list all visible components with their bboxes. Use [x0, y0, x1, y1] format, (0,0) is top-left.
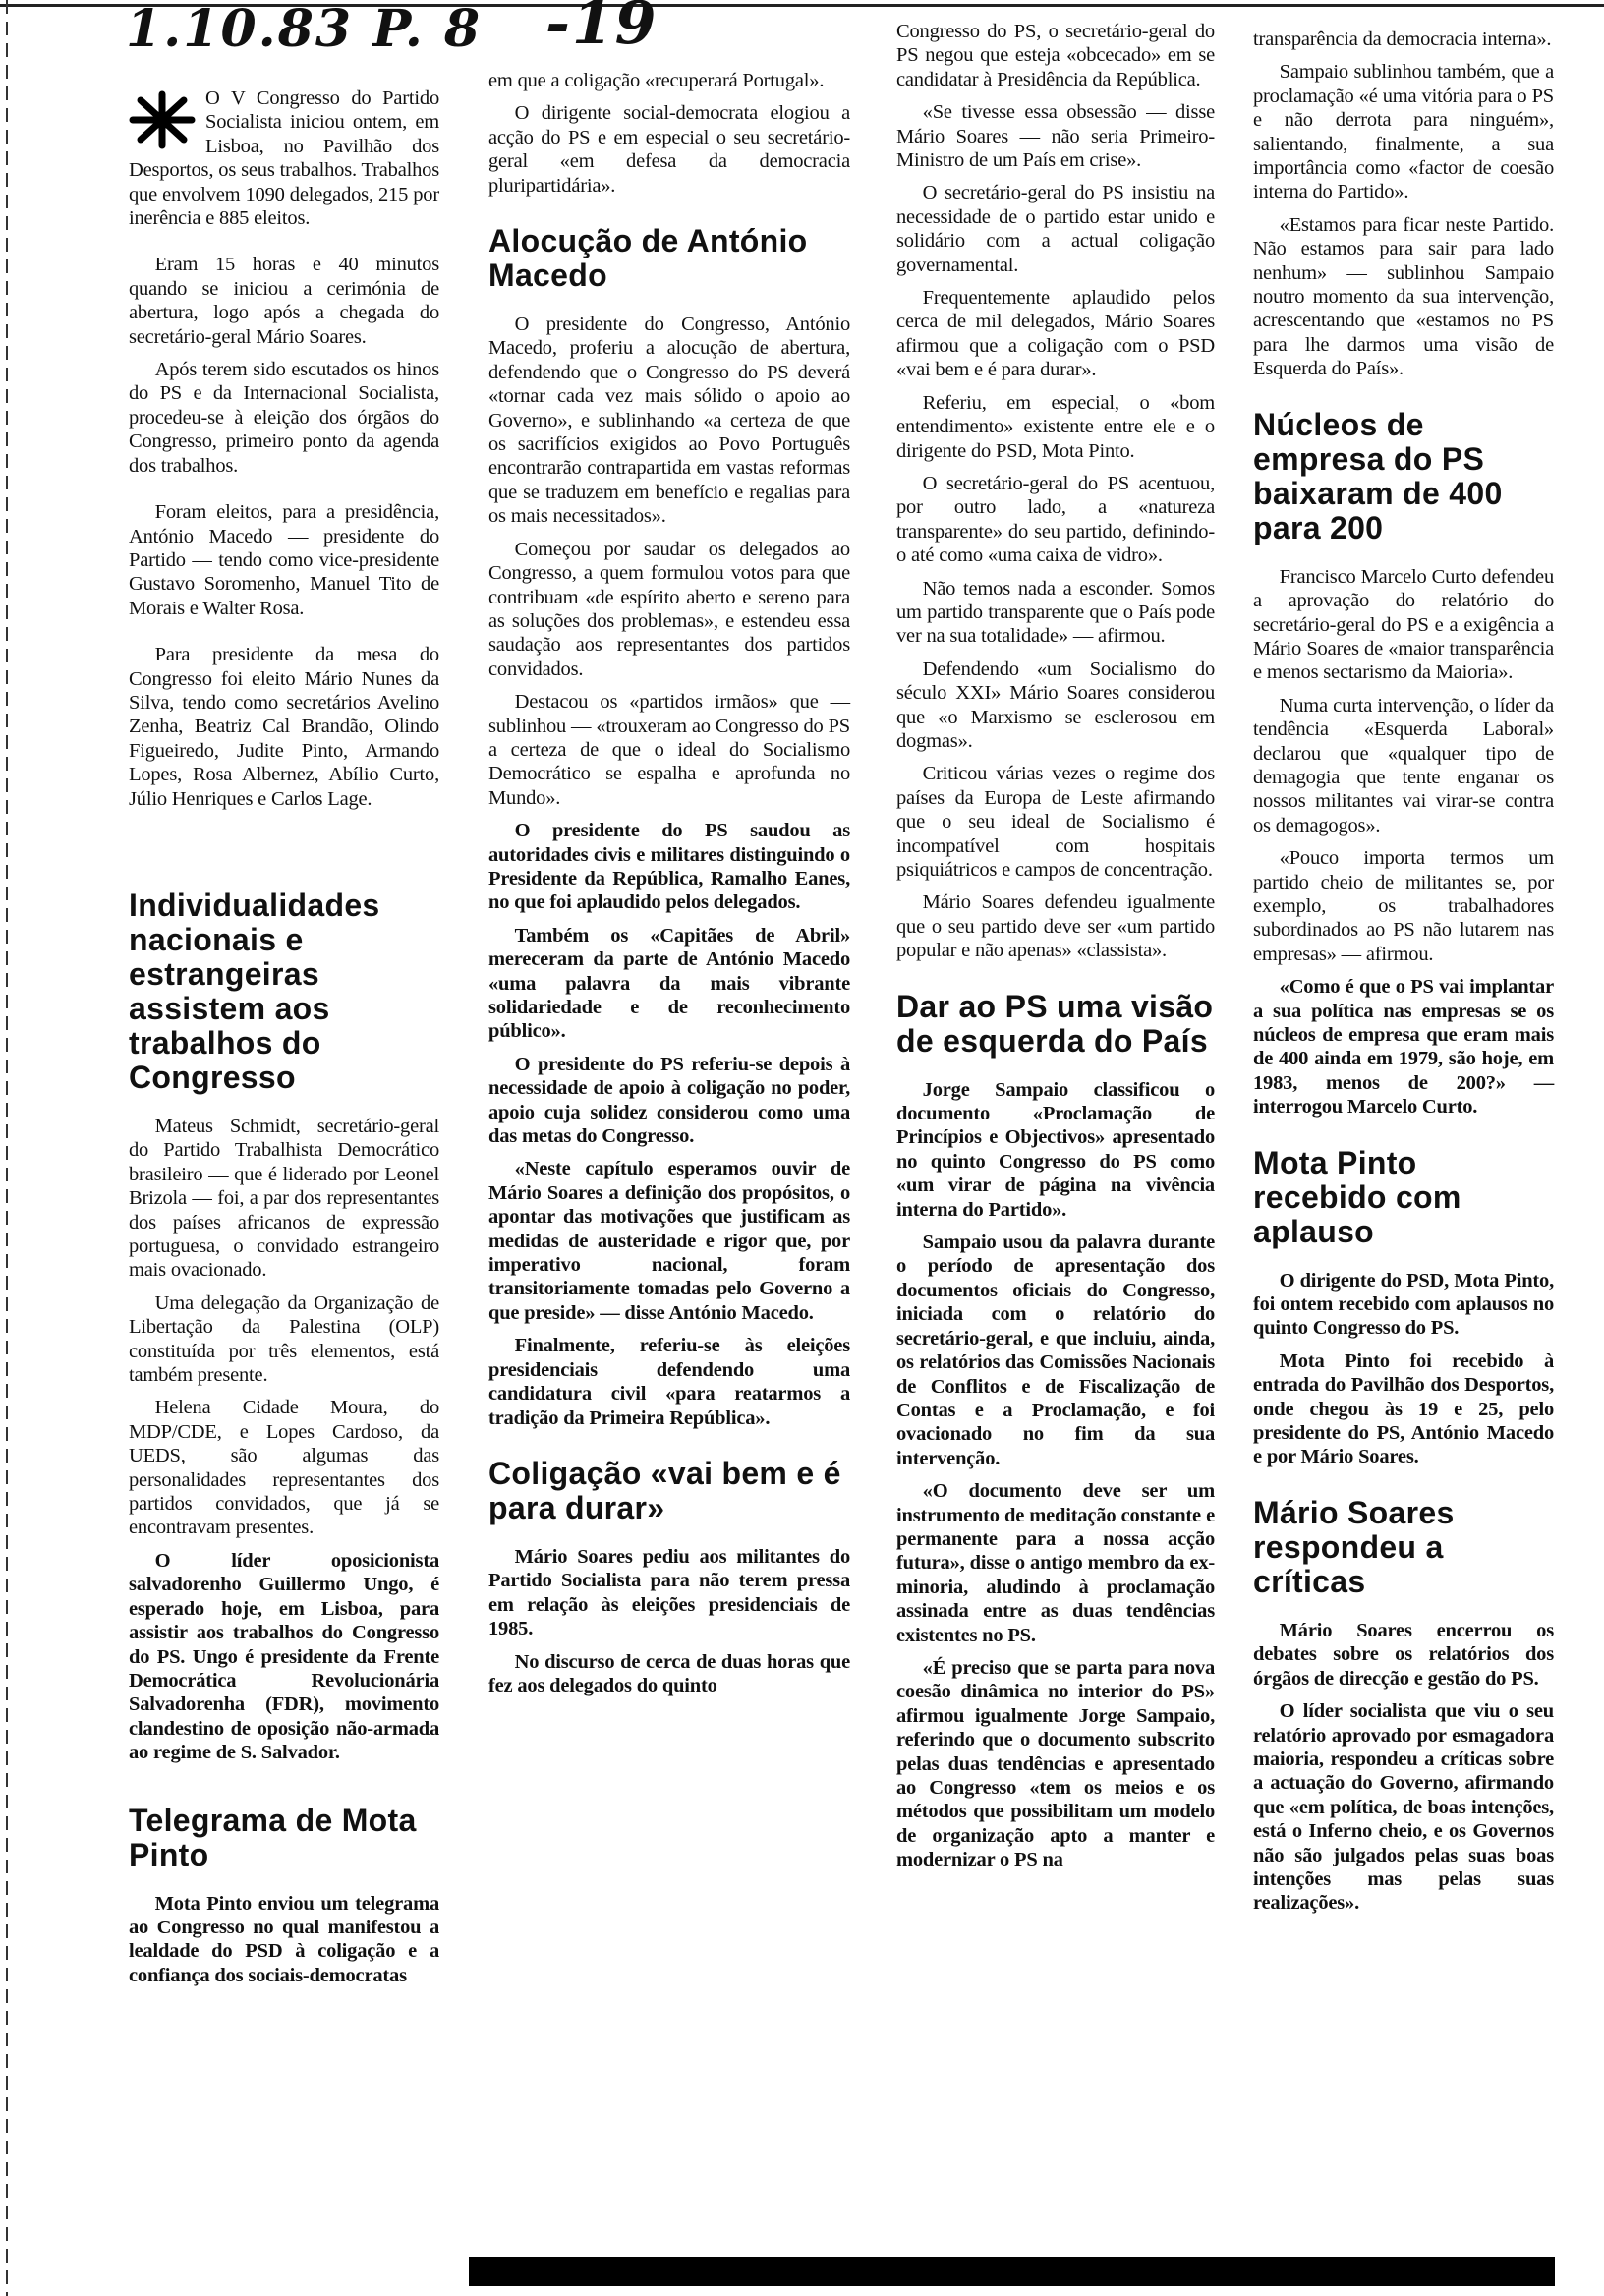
section-heading: Alocução de António Macedo: [488, 223, 808, 294]
paragraph: «Estamos para ficar neste Partido. Não estamos para sair para lado nenhum» — sublinhou Sampaio noutro momento da sua intervenção, acrescentando que «estamos no PS para lhe darmos uma visão de Esquerda do País».: [1253, 213, 1554, 380]
paragraph: Para presidente da mesa do Congresso foi eleito Mário Nunes da Silva, tendo como secretários Avelino Zenha, Beatriz Cal Brandão, Olindo Figueiredo, Judite Pinto, Armando Lopes, Rosa Albernez, Abílio Curto, Júlio Henriques e Carlos Lage.: [129, 644, 439, 810]
scan-edge-line: [6, 0, 8, 2296]
paragraph: Sampaio sublinhou também, que a proclamação «é uma vitória para o PS e não derrota para ninguém», salientando, finalmente, a sua importância como «factor de coesão interna do Partido».: [1253, 61, 1554, 203]
section-heading: Mota Pinto recebido com aplauso: [1253, 1144, 1461, 1249]
paragraph: Sampaio usou da palavra durante o período de apresentação dos documentos oficiais do Congresso, iniciada com o relatório do secretário-geral, e que incluiu, ainda, os relatórios das Comissões Nacionais de Conflitos e de Fiscalização de Contas e a Proclamação, e foi ovacionado no fim da sua intervenção.: [896, 1232, 1215, 1469]
paragraph: Defendendo «um Socialismo do século XXI» Mário Soares considerou que «o Marxismo se esclerosou em dogmas».: [896, 658, 1215, 752]
paragraph: O dirigente do PSD, Mota Pinto, foi ontem recebido com aplausos no quinto Congresso do PS.: [1253, 1269, 1554, 1340]
paragraph: Mário Soares defendeu igualmente que o seu partido deve ser «um partido popular e não apenas» «classista».: [896, 891, 1215, 962]
paragraph: Frequentemente aplaudido pelos cerca de mil delegados, Mário Soares afirmou que a coligação com o PSD «vai bem e é para durar».: [896, 287, 1215, 381]
paragraph: Uma delegação da Organização de Libertação da Palestina (OLP) constituída por três elementos, está também presente.: [129, 1292, 439, 1387]
column-3: [896, 0, 1215, 1881]
paragraph: em que a coligação «recuperará Portugal».: [488, 70, 825, 91]
paragraph: Começou por saudar os delegados ao Congresso, a quem formulou votos para que contribuam «de espírito aberto e sereno para as soluções dos problemas», e estendeu essa saudação aos representantes dos partidos convidados.: [488, 538, 850, 680]
article-intro-paragraph: O V Congresso do Partido Socialista iniciou ontem, em Lisboa, no Pavilhão dos Desportos, os seus trabalhos. Trabalhos que envolvem 1090 delegados, 215 por inerência e 885 eleitos.: [129, 87, 439, 230]
column-2: [488, 0, 850, 1706]
paragraph: O dirigente social-democrata elogiou a acção do PS e em especial o seu secretário-geral «em defesa da democracia pluripartidária».: [488, 102, 850, 197]
paragraph: Numa curta intervenção, o líder da tendência «Esquerda Laboral» declarou que «qualquer tipo de demagogia que tente enganar os nossos militantes vai virar-se contra os demagogos».: [1253, 694, 1554, 836]
section-heading: Dar ao PS uma visão de esquerda do País: [896, 988, 1214, 1059]
paragraph: «Pouco importa termos um partido cheio de militantes se, por exemplo, os trabalhadores subordinados ao PS não lutarem nas empresas» — afirmou.: [1253, 847, 1554, 965]
paragraph: Também os «Capitães de Abril» mereceram da parte de António Macedo «uma palavra da mais vibrante solidariedade e de reconhecimento público».: [488, 924, 850, 1043]
handwritten-page-note: -19: [545, 0, 659, 58]
column-1: [129, 0, 439, 1996]
paragraph: Francisco Marcelo Curto defendeu a aprovação do relatório do secretário-geral do PS e a exigência a Mário Soares de «maior transparência e menos sectarismo da Maioria».: [1253, 565, 1554, 684]
paragraph: O secretário-geral do PS acentuou, por outro lado, a «natureza transparente» do seu partido, definindo-o até como «uma caixa de vidro».: [896, 472, 1215, 567]
paragraph: Criticou várias vezes o regime dos países da Europa de Leste afirmando que o seu ideal de Socialismo é incompatível com hospitais psiquiátricos e campos de concentração.: [896, 763, 1215, 881]
paragraph: «Neste capítulo esperamos ouvir de Mário Soares a definição dos propósitos, o apontar das motivações que justificam as medidas de austeridade e rigor que, por imperativo nacional, foram transitoriamente tomadas pelo Governo a que preside» — disse António Macedo.: [488, 1158, 850, 1324]
handwritten-date-note: 1.10.83 P. 8: [126, 0, 483, 59]
paragraph: «Se tivesse essa obsessão — disse Mário Soares — não seria Primeiro-Ministro de um País em crise».: [896, 101, 1215, 172]
paragraph: «O documento deve ser um instrumento de meditação constante e permanente para a nossa acção futura», disse o antigo membro da ex-minoria, aludindo à proclamação assinada entre as duas tendências existentes no PS.: [896, 1480, 1215, 1646]
paragraph: O presidente do PS saudou as autoridades civis e militares distinguindo o Presidente da República, Ramalho Eanes, no que foi aplaudido pelos delegados.: [488, 820, 850, 914]
paragraph: O presidente do PS referiu-se depois à necessidade de apoio à coligação no poder, apoio cuja solidez considerou como uma das metas do Congresso.: [488, 1053, 850, 1148]
section-heading: Telegrama de Mota Pinto: [129, 1802, 417, 1872]
paragraph: Foram eleitos, para a presidência, António Macedo — presidente do Partido — tendo como vice-presidente Gustavo Soromenho, Manuel Tito de Morais e Walter Rosa.: [129, 501, 439, 619]
section-heading: Mário Soares respondeu a críticas: [1253, 1494, 1455, 1599]
paragraph: O líder oposicionista salvadorenho Guillermo Ungo, é esperado hoje, em Lisboa, para assistir aos trabalhos do Congresso do PS. Ungo é presidente da Frente Democrática Revolucionária Salvadorenha (FDR), movimento clandestino de oposição não-armada ao regime de S. Salvador.: [129, 1549, 439, 1764]
paragraph: Mateus Schmidt, secretário-geral do Partido Trabalhista Democrático brasileiro — que é liderado por Leonel Brizola — foi, a par dos representantes dos países africanos de expressão portuguesa, o convidado estrangeiro mais ovacionado.: [129, 1115, 439, 1282]
section-heading: Coligação «vai bem e é para durar»: [488, 1455, 841, 1525]
column-4: [1253, 0, 1554, 1924]
section-heading: Núcleos de empresa do PS baixaram de 400 para 200: [1253, 406, 1503, 545]
paragraph: Jorge Sampaio classificou o documento «Proclamação de Princípios e Objectivos» apresentado no quinto Congresso do PS como «um virar de página na vivência interna do Partido».: [896, 1078, 1215, 1221]
paragraph: Mário Soares encerrou os debates sobre os relatórios dos órgãos de direcção e gestão do PS.: [1253, 1619, 1554, 1690]
bottom-black-rule: [469, 2257, 1555, 2286]
paragraph: Congresso do PS, o secretário-geral do PS negou que esteja «obcecado» em se candidatar à Presidência da República.: [896, 21, 1215, 90]
paragraph: Finalmente, referiu-se às eleições presidenciais defendendo uma candidatura civil «para reatarmos a tradição da Primeira República».: [488, 1335, 850, 1429]
paragraph: Mota Pinto foi recebido à entrada do Pavilhão dos Desportos, onde chegou às 19 e 25, pelo presidente do PS, António Macedo e por Mário Soares.: [1253, 1349, 1554, 1468]
paragraph: Referiu, em especial, o «bom entendimento» existente entre ele e o dirigente do PSD, Mota Pinto.: [896, 391, 1215, 462]
party-logo-star-icon: [129, 90, 196, 149]
paragraph: Mário Soares pediu aos militantes do Partido Socialista para não terem pressa em relação às eleições presidenciais de 1985.: [488, 1545, 850, 1640]
article-intro: [129, 86, 439, 239]
paragraph: Não temos nada a esconder. Somos um partido transparente que o País pode ver na sua totalidade» — afirmou.: [896, 577, 1215, 648]
paragraph: Helena Cidade Moura, do MDP/CDE, e Lopes Cardoso, da UEDS, são algumas das personalidades representantes dos partidos convidados, que já se encontravam presentes.: [129, 1397, 439, 1539]
paragraph: O secretário-geral do PS insistiu na necessidade de o partido estar unido e solidário com a actual coligação governamental.: [896, 182, 1215, 276]
paragraph: Eram 15 horas e 40 minutos quando se iniciou a cerimónia de abertura, logo após a chegada do secretário-geral Mário Soares.: [129, 254, 439, 348]
paragraph: «É preciso que se parta para nova coesão dinâmica no interior do PS» afirmou igualmente Jorge Sampaio, referindo que o documento subscrito pelas duas tendências e apresentado ao Congresso «tem os meios e os métodos que possibilitam um modelo de organização apto a manter e modernizar o PS na: [896, 1656, 1215, 1871]
section-heading: Individualidades nacionais e estrangeiras assistem aos trabalhos do Congresso: [129, 887, 380, 1095]
paragraph: Mota Pinto enviou um telegrama ao Congresso no qual manifestou a lealdade do PSD à coligação e a confiança dos sociais-democratas: [129, 1892, 439, 1986]
paragraph: «Como é que o PS vai implantar a sua política nas empresas se os núcleos de empresa que eram mais de 400 ainda em 1979, são hoje, em 1983, menos de 200?» — interrogou Marcelo Curto.: [1253, 976, 1554, 1119]
paragraph: Destacou os «partidos irmãos» que — sublinhou — «trouxeram ao Congresso do PS a certeza de que o ideal do Socialismo Democrático se espalha e aprofunda no Mundo».: [488, 691, 850, 809]
paragraph: No discurso de cerca de duas horas que fez aos delegados do quinto: [488, 1650, 850, 1696]
paragraph: O presidente do Congresso, António Macedo, proferiu a alocução de abertura, defendendo que o Congresso do PS deverá «tornar cada vez mais sólido o apoio ao Governo», e sublinhando «a certeza de que os sacrifícios exigidos ao Povo Português encontrarão contrapartida em vastas reformas que se traduzem em benefício e regalias para os mais necessitados».: [488, 314, 850, 528]
paragraph: O líder socialista que viu o seu relatório aprovado por esmagadora maioria, respondeu a críticas sobre a actuação do Governo, afirmando que «em política, de boas intenções, está o Inferno cheio, e os Governos não são julgados pelas suas boas intenções mas pelas suas realizações».: [1253, 1700, 1554, 1915]
paragraph: Após terem sido escutados os hinos do PS e da Internacional Socialista, procedeu-se à eleição dos órgãos do Congresso, primeiro ponto da agenda dos trabalhos.: [129, 359, 439, 477]
paragraph: transparência da democracia interna».: [1253, 29, 1552, 50]
